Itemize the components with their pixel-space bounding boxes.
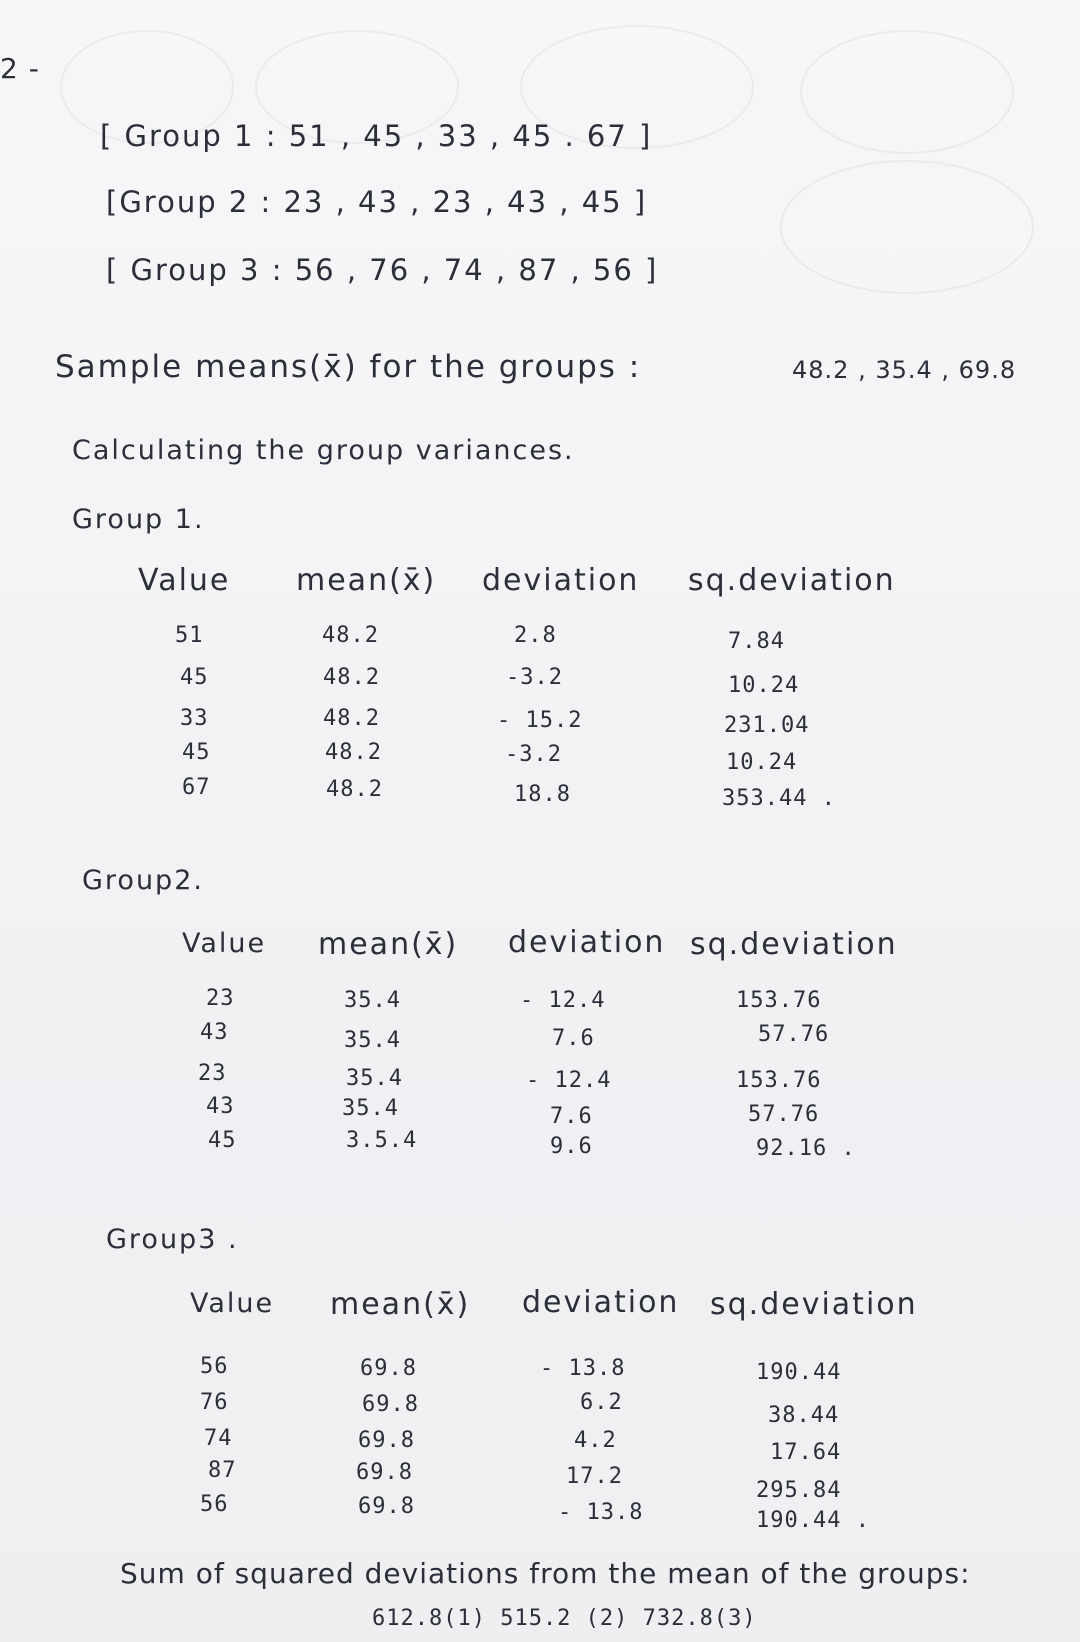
sq-deviation-cell: 295.84 xyxy=(756,1478,842,1503)
mean-cell: 48.2 xyxy=(322,623,379,648)
mean-cell: 69.8 xyxy=(362,1392,419,1417)
mean-cell: 35.4 xyxy=(342,1096,399,1121)
sample-means-values: 48.2 , 35.4 , 69.8 xyxy=(792,356,1017,384)
sq-deviation-cell: 7.84 xyxy=(728,629,785,654)
group2-header-sq-deviation: sq.deviation xyxy=(690,927,898,962)
sq-deviation-cell: 57.76 xyxy=(748,1102,820,1127)
value-cell: 23 xyxy=(206,986,235,1011)
sq-deviation-cell: 57.76 xyxy=(758,1022,830,1047)
sq-deviation-cell: 353.44 . xyxy=(722,786,836,811)
group1-header-deviation: deviation xyxy=(482,563,640,598)
sum-label: Sum of squared deviations from the mean of the groups: xyxy=(120,1557,971,1590)
variance-heading: Calculating the group variances. xyxy=(72,435,575,466)
mean-cell: 3.5.4 xyxy=(346,1128,418,1153)
deviation-cell: - 12.4 xyxy=(520,988,606,1013)
mean-cell: 48.2 xyxy=(326,777,383,802)
mean-cell: 69.8 xyxy=(358,1494,415,1519)
mean-cell: 69.8 xyxy=(358,1428,415,1453)
mean-cell: 35.4 xyxy=(344,988,401,1013)
deviation-cell: -3.2 xyxy=(506,665,563,690)
value-cell: 51 xyxy=(175,623,204,648)
group3-data-line: [ Group 3 : 56 , 76 , 74 , 87 , 56 ] xyxy=(106,253,659,287)
group3-header-value: Value xyxy=(190,1288,275,1319)
problem-number: 2 - xyxy=(0,52,40,85)
group3-header-deviation: deviation xyxy=(522,1285,680,1320)
sq-deviation-cell: 92.16 . xyxy=(756,1136,856,1161)
deviation-cell: - 12.4 xyxy=(526,1068,612,1093)
deviation-cell: 17.2 xyxy=(566,1464,623,1489)
value-cell: 45 xyxy=(182,740,211,765)
deviation-cell: - 13.8 xyxy=(558,1500,644,1525)
group2-label: Group2. xyxy=(82,865,204,896)
group3-header-mean: mean(x̄) xyxy=(330,1287,471,1322)
group1-header-value: Value xyxy=(138,563,231,598)
deviation-cell: 7.6 xyxy=(552,1026,595,1051)
value-cell: 43 xyxy=(200,1020,229,1045)
value-cell: 33 xyxy=(180,706,209,731)
value-cell: 45 xyxy=(208,1128,237,1153)
group2-data-line: [Group 2 : 23 , 43 , 23 , 43 , 45 ] xyxy=(106,185,648,219)
group2-header-value: Value xyxy=(182,928,267,959)
deviation-cell: - 13.8 xyxy=(540,1356,626,1381)
deviation-cell: -3.2 xyxy=(505,742,562,767)
group1-header-mean: mean(x̄) xyxy=(296,563,437,598)
value-cell: 76 xyxy=(200,1390,229,1415)
sample-means-label: Sample means(x̄) for the groups : xyxy=(55,349,642,385)
value-cell: 43 xyxy=(206,1094,235,1119)
mean-cell: 69.8 xyxy=(356,1460,413,1485)
group1-data-line: [ Group 1 : 51 , 45 , 33 , 45 . 67 ] xyxy=(100,119,653,153)
deviation-cell: 7.6 xyxy=(550,1104,593,1129)
sq-deviation-cell: 17.64 xyxy=(770,1440,842,1465)
deviation-cell: 2.8 xyxy=(514,623,557,648)
bleed-through-mark xyxy=(780,160,1034,294)
deviation-cell: 6.2 xyxy=(580,1390,623,1415)
mean-cell: 69.8 xyxy=(360,1356,417,1381)
value-cell: 56 xyxy=(200,1354,229,1379)
mean-cell: 48.2 xyxy=(325,740,382,765)
mean-cell: 48.2 xyxy=(323,706,380,731)
value-cell: 45 xyxy=(180,665,209,690)
sum-values: 612.8(1) 515.2 (2) 732.8(3) xyxy=(372,1606,757,1631)
sq-deviation-cell: 153.76 xyxy=(736,988,822,1013)
sq-deviation-cell: 153.76 xyxy=(736,1068,822,1093)
sq-deviation-cell: 231.04 xyxy=(724,713,810,738)
sq-deviation-cell: 38.44 xyxy=(768,1403,840,1428)
value-cell: 74 xyxy=(204,1426,233,1451)
bleed-through-mark xyxy=(800,30,1014,154)
value-cell: 67 xyxy=(182,775,211,800)
group2-header-deviation: deviation xyxy=(508,925,666,960)
sq-deviation-cell: 10.24 xyxy=(726,750,798,775)
mean-cell: 48.2 xyxy=(323,665,380,690)
group3-header-sq-deviation: sq.deviation xyxy=(710,1287,918,1322)
sq-deviation-cell: 10.24 xyxy=(728,673,800,698)
group1-header-sq-deviation: sq.deviation xyxy=(688,563,896,598)
group2-header-mean: mean(x̄) xyxy=(318,927,459,962)
sq-deviation-cell: 190.44 xyxy=(756,1360,842,1385)
deviation-cell: - 15.2 xyxy=(497,708,583,733)
deviation-cell: 9.6 xyxy=(550,1134,593,1159)
mean-cell: 35.4 xyxy=(346,1066,403,1091)
deviation-cell: 18.8 xyxy=(514,782,571,807)
sq-deviation-cell: 190.44 . xyxy=(756,1508,870,1533)
deviation-cell: 4.2 xyxy=(574,1428,617,1453)
value-cell: 56 xyxy=(200,1492,229,1517)
value-cell: 87 xyxy=(208,1458,237,1483)
value-cell: 23 xyxy=(198,1061,227,1086)
group1-label: Group 1. xyxy=(72,504,205,535)
group3-label: Group3 . xyxy=(106,1224,239,1255)
mean-cell: 35.4 xyxy=(344,1028,401,1053)
